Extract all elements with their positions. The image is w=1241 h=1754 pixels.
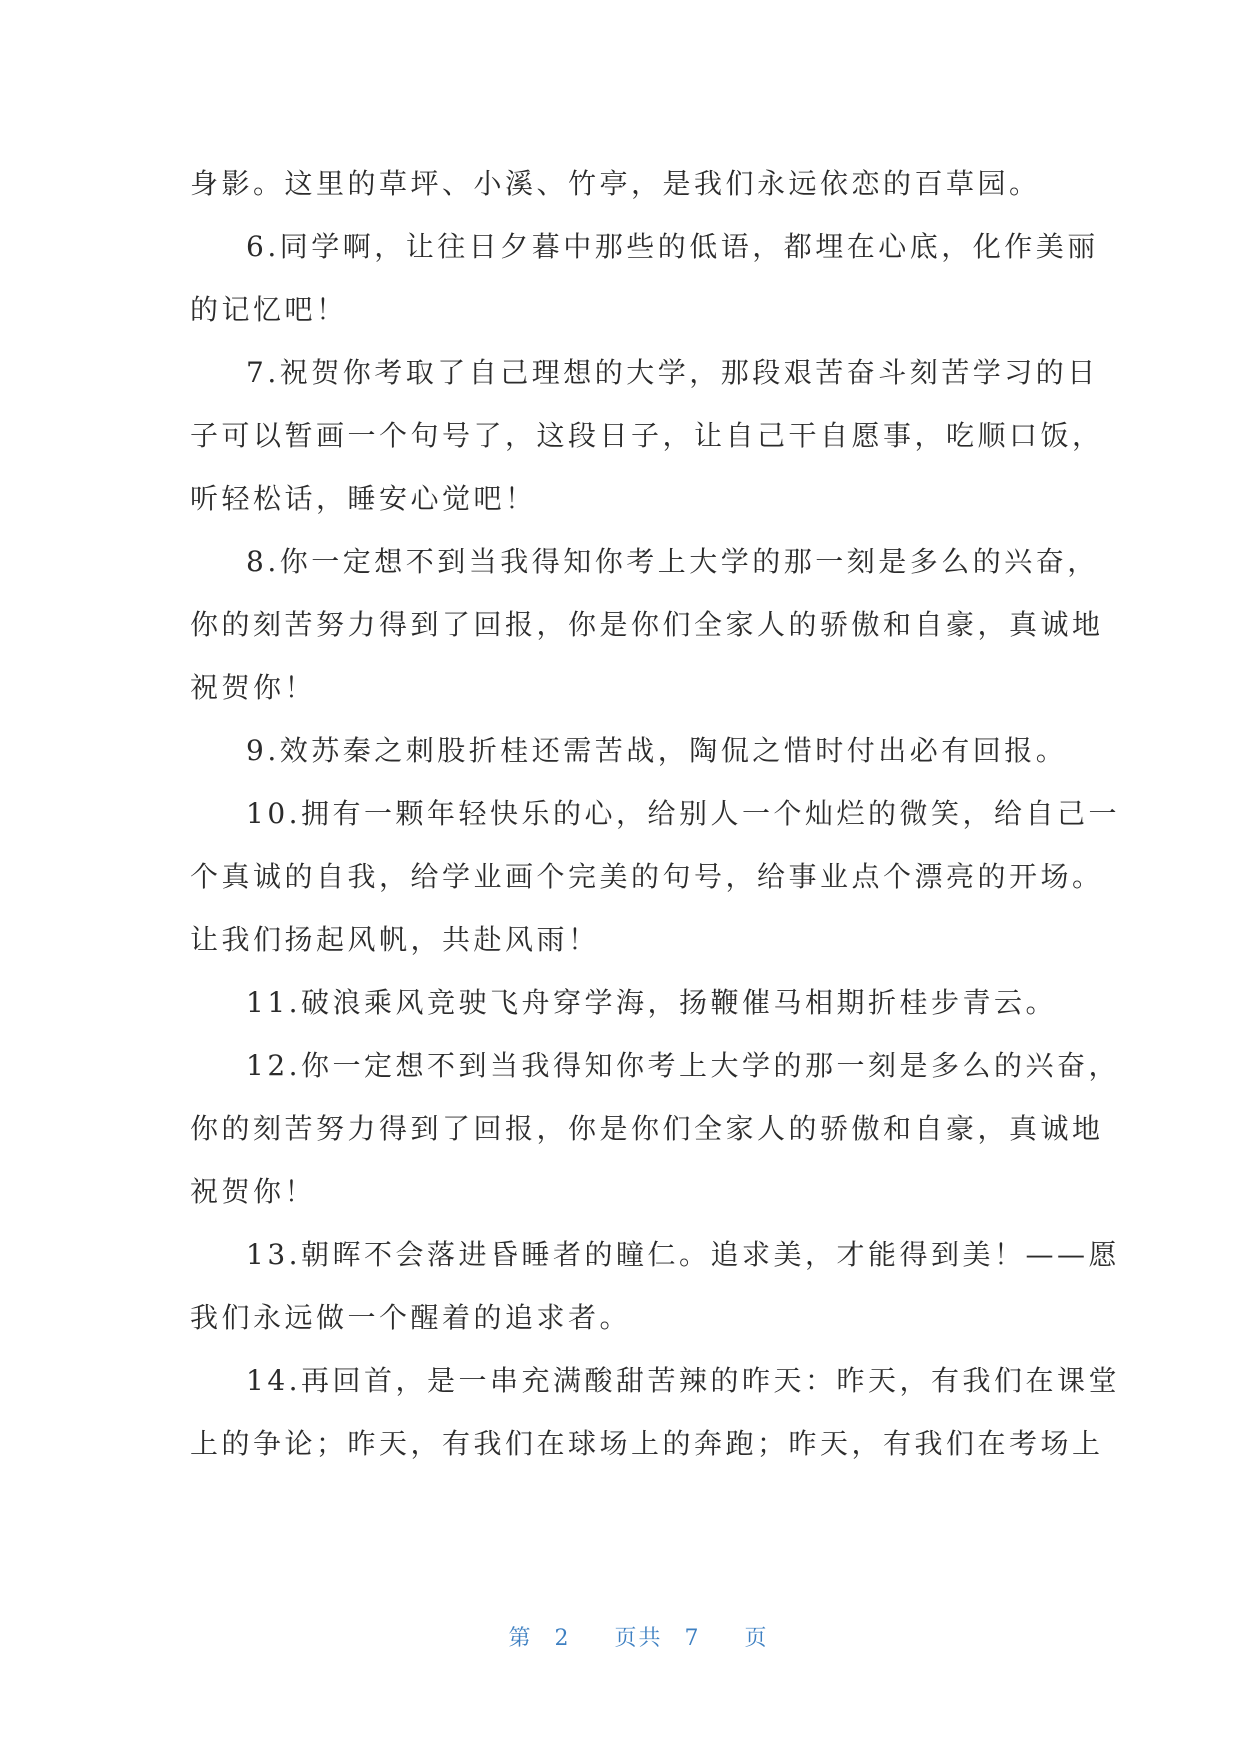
text-line: 个真诚的自我，给学业画个完美的句号，给事业点个漂亮的开场。 bbox=[190, 860, 1104, 893]
total-pages-number: 7 bbox=[684, 1626, 701, 1651]
text-line: 10.拥有一颗年轻快乐的心，给别人一个灿烂的微笑，给自己一 bbox=[246, 797, 1121, 830]
text-line: 14.再回首，是一串充满酸甜苦辣的昨天：昨天，有我们在课堂 bbox=[246, 1364, 1121, 1397]
text-line: 子可以暂画一个句号了，这段日子，让自己干自愿事，吃顺口饭， bbox=[190, 419, 1104, 452]
text-line: 让我们扬起风帆，共赴风雨！ bbox=[190, 923, 600, 956]
current-page-number: 2 bbox=[554, 1626, 571, 1651]
text-line: 祝贺你！ bbox=[190, 671, 317, 704]
text-line: 12.你一定想不到当我得知你考上大学的那一刻是多么的兴奋， bbox=[246, 1049, 1121, 1082]
text-line: 身影。这里的草坪、小溪、竹亭，是我们永远依恋的百草园。 bbox=[190, 167, 1041, 200]
text-line: 7.祝贺你考取了自己理想的大学，那段艰苦奋斗刻苦学习的日 bbox=[246, 356, 1099, 389]
document-body bbox=[190, 152, 1121, 1475]
footer-suffix: 页 bbox=[744, 1626, 769, 1651]
text-line: 6.同学啊，让往日夕暮中那些的低语，都埋在心底，化作美丽 bbox=[246, 230, 1099, 263]
text-line: 听轻松话，睡安心觉吧！ bbox=[190, 482, 537, 515]
text-line: 你的刻苦努力得到了回报，你是你们全家人的骄傲和自豪，真诚地 bbox=[190, 608, 1104, 641]
page-footer bbox=[0, 1596, 1241, 1677]
footer-middle: 页共 bbox=[614, 1626, 663, 1651]
text-line: 上的争论；昨天，有我们在球场上的奔跑；昨天，有我们在考场上 bbox=[190, 1427, 1104, 1460]
text-line: 的记忆吧！ bbox=[190, 293, 348, 326]
text-line: 8.你一定想不到当我得知你考上大学的那一刻是多么的兴奋， bbox=[246, 545, 1099, 578]
text-line: 我们永远做一个醒着的追求者。 bbox=[190, 1301, 632, 1334]
text-line: 11.破浪乘风竞驶飞舟穿学海，扬鞭催马相期折桂步青云。 bbox=[246, 986, 1058, 1019]
text-line: 13.朝晖不会落进昏睡者的瞳仁。追求美，才能得到美！——愿 bbox=[246, 1238, 1121, 1271]
footer-prefix: 第 bbox=[508, 1626, 533, 1651]
text-line: 祝贺你！ bbox=[190, 1175, 317, 1208]
text-line: 你的刻苦努力得到了回报，你是你们全家人的骄傲和自豪，真诚地 bbox=[190, 1112, 1104, 1145]
text-line: 9.效苏秦之刺股折桂还需苦战，陶侃之惜时付出必有回报。 bbox=[246, 734, 1068, 767]
